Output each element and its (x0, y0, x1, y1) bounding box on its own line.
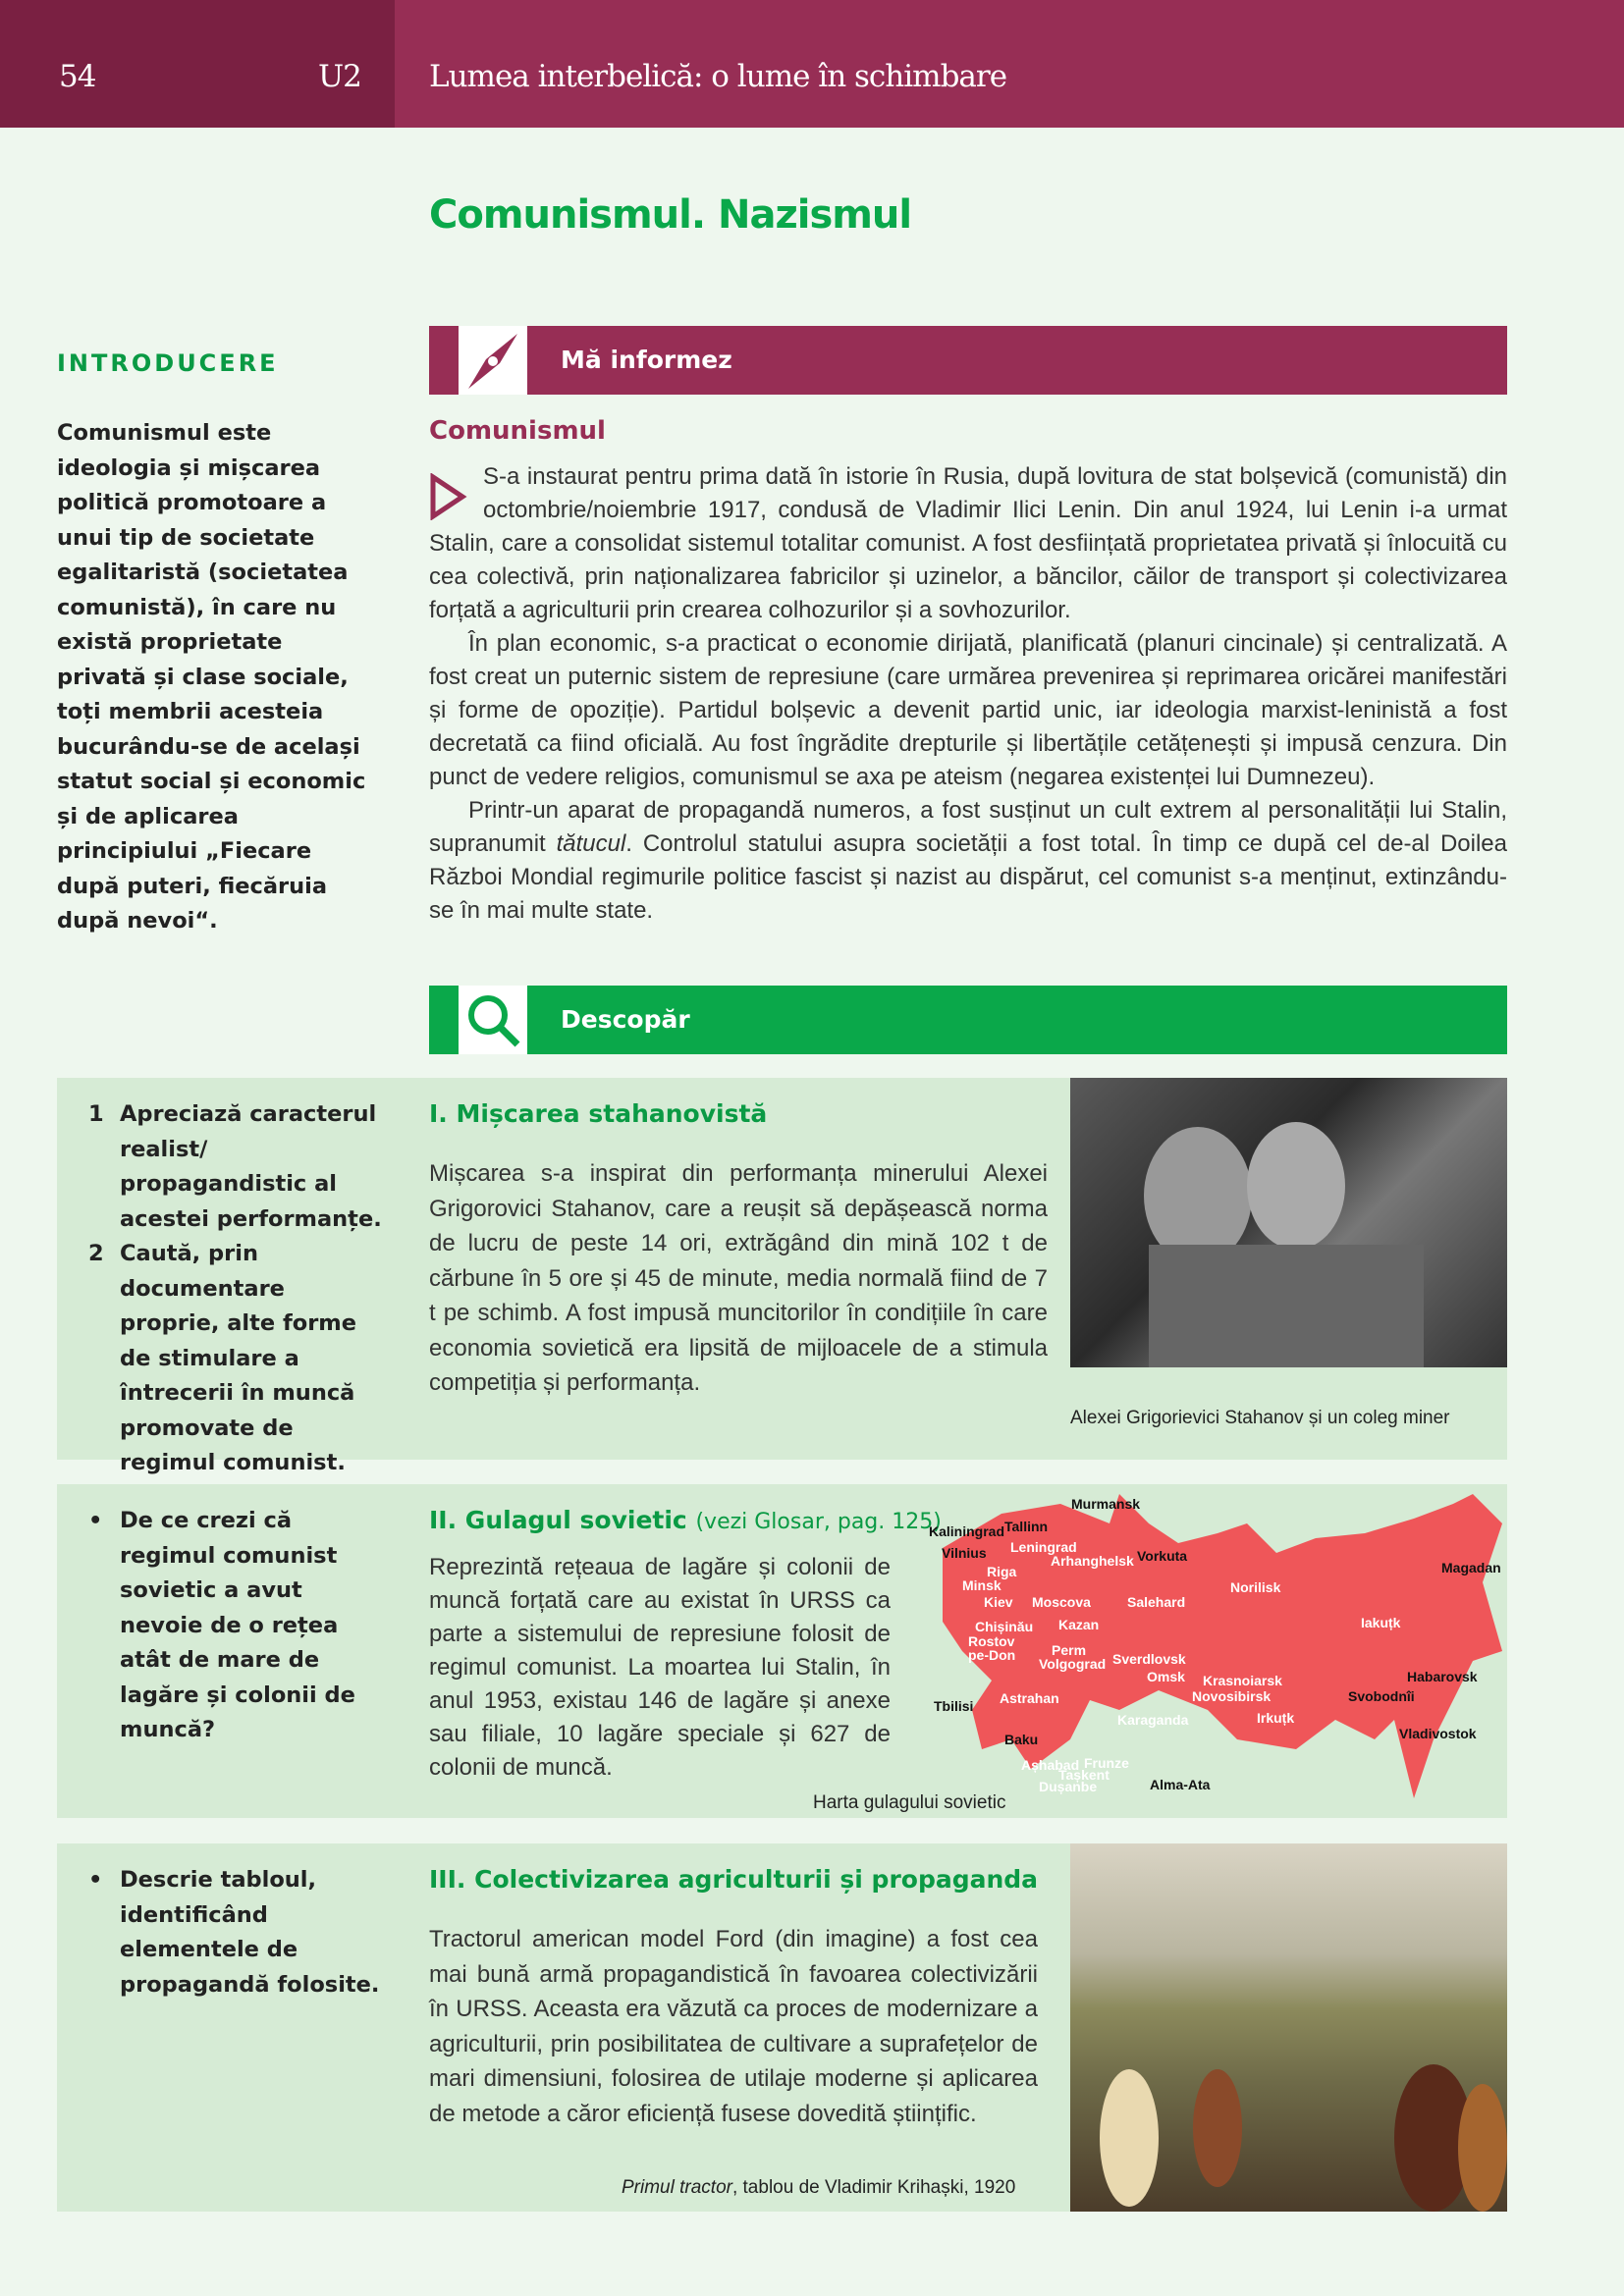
questions: 1 Apreciază caracterul realist/ propagandistic al acestei performanțe. 2 Caută, prin documentare proprie, alte forme de stimulare a întrecerii în muncă promovate de regimul comunist. (88, 1101, 382, 1475)
descopar-label: Descopăr (561, 1005, 690, 1034)
section-text: Tractorul american model Ford (din imagine) a fost cea mai bună armă propagandistică în favoarea colectivizării în URSS. Aceasta era văzută ca proces de modernizare a agriculturii, prin posibilitatea de cultivare a suprafețelor de mari dimensiuni, folosirea de utilaje moderne și aplicarea de metode a căror eficiență fusese dovedită științific. (429, 1926, 1038, 2127)
section-text: Mișcarea s-a inspirat din performanța minerului Alexei Grigorovici Stahanov, care a reușit să depășească norma de lucru de peste 14 ori, extrăgând din mină 102 t de cărbune în 5 ore și 45 de minute, media normală fiind de 7 t pe schimb. A fost impusă muncitorilor în condițiile în care economia sovietică era lipsită de mijloacele de a stimula competiția și performanța. (429, 1160, 1048, 1396)
intro-text: Comunismul este ideologia și mișcarea politică promotoare a unui tip de societate egalitaristă (societatea comunistă), în care nu există proprietate privată și clase sociale, toți membrii acesteia bucurându-se de același statut social și economic și de aplicarea principiului „Fiecare după puteri, fiecăruia după nevoi“. (57, 420, 366, 934)
unit-label: U2 (318, 59, 361, 94)
compass-icon (459, 326, 527, 395)
page-number: 54 (59, 59, 96, 94)
tractor-painting (1070, 1843, 1507, 2212)
section-stahanov (57, 1078, 1507, 1475)
paragraph-2: În plan economic, s-a practicat o economie dirijată, planificată (planuri cincinale) și centralizată. A fost creat un puternic sistem de represiune (care urmărea prevenirea și reprimarea oricărei manifestări și forme de opoziție). Partidul bolșevic a devenit partid unic, iar ideologia marxist-leninistă a fost decretată ca fiind oficială. Au fost îngrădite drepturile și libertățile cetățenești și impusă cenzura. Din punct de vedere religios, comunismul se axa pe ateism (negarea existenței lui Dumnezeu). (429, 630, 1507, 790)
section-heading: II. Gulagul sovietic (vezi Glosar, pag. 125) (429, 1506, 942, 1534)
informez-bar (429, 326, 1507, 395)
magnifier-icon (459, 986, 527, 1054)
comunismul-subheading: Comunismul (429, 416, 606, 446)
paragraph-3: Printr-un aparat de propagandă numeros, a fost susținut un cult extrem al personalității lui Stalin, supranumit tătucul. Controlul statului asupra societății a fost total. În timp ce după cel de-al Doilea Război Mondial regimurile politice fascist și nazist au dispărut, cel comunist s-a menținut, extinzându-se în mai multe state. (429, 797, 1508, 924)
page-title: Comunismul. Nazismul (429, 192, 912, 238)
questions: • Descrie tabloul, identificând elementele de propagandă folosite. (88, 1867, 380, 1998)
paragraph-1: S-a instaurat pentru prima dată în istorie în Rusia, după lovitura de stat bolșevică (comunistă) din octombrie/noiembrie 1917, condusă de Vladimir Ilici Lenin. Din anul 1924, lui Lenin i-a urmat Stalin, care a consolidat sistemul totalitar comunist. A fost desființată proprietatea privată și înlocuită cu cea colectivă, prin naționalizarea fabricilor și uzinelor, a băncilor, căilor de transport și colectivizarea forțată a agriculturii prin crearea colhozurilor și a sovhozurilor. (429, 463, 1507, 623)
informez-label: Mă informez (561, 346, 732, 374)
chapter-title: Lumea interbelică: o lume în schimbare (429, 59, 1007, 94)
page-header (0, 0, 1624, 128)
intro-heading: INTRODUCERE (57, 349, 279, 377)
section-gulag: • De ce crezi că regimul comunist sovietic a avut nevoie de o rețea atât de mare de lagăre și colonii de muncă? II. Gulagul sovietic (vezi Glosar, pag. 125) Reprezintă rețeaua de lagăre și colonii de muncă forțată care au existat în URSS ca parte a sistemului de represiune folosit de regimul comunist. La moartea lui Stalin, în anul 1953, existau 146 de lagăre și anexe sau filiale, 10 lagăre speciale și 627 de colonii de muncă. Kaliningrad Tallinn Murmansk Vilnius Leningrad Arhanghelsk Vorkuta Riga Minsk Norilisk Magadan Kiev Moscova Salehard Iakuțk Chișinău Kazan Rostov pe-Don Perm Volgograd Sverdlovsk Omsk Krasnoiarsk Habarovsk Novosibirsk Svobodnîi Tbilisi Astrahan Karaganda Irkuțk Vladivostok Baku Așhabad Frunze Tașkent Dușanbe Alma-Ata Harta gulagului sovietic (57, 1484, 1507, 1818)
section-text: Reprezintă rețeaua de lagăre și colonii de muncă forțată care au existat în URSS ca parte a sistemului de represiune folosit de regimul comunist. La moartea lui Stalin, în anul 1953, existau 146 de lagăre și anexe sau filiale, 10 lagăre speciale și 627 de colonii de muncă. (429, 1554, 891, 1781)
section-colectivizare (57, 1843, 1507, 2212)
stahanov-photo (1070, 1078, 1507, 1367)
section-heading: I. Mișcarea stahanovistă (429, 1099, 768, 1128)
photo-caption: Alexei Grigorievici Stahanov și un coleg miner (1070, 1408, 1450, 1428)
informez-body (429, 460, 1507, 928)
questions: • De ce crezi că regimul comunist sovietic a avut nevoie de o rețea atât de mare de lagăre și colonii de muncă? (88, 1508, 355, 1742)
map-caption: Harta gulagului sovietic (813, 1792, 1006, 1813)
descopar-bar (429, 986, 1507, 1054)
painting-caption: Primul tractor, tablou de Vladimir Krihașki, 1920 (622, 2177, 1016, 2198)
section-heading: III. Colectivizarea agriculturii și propaganda (429, 1865, 1039, 1894)
